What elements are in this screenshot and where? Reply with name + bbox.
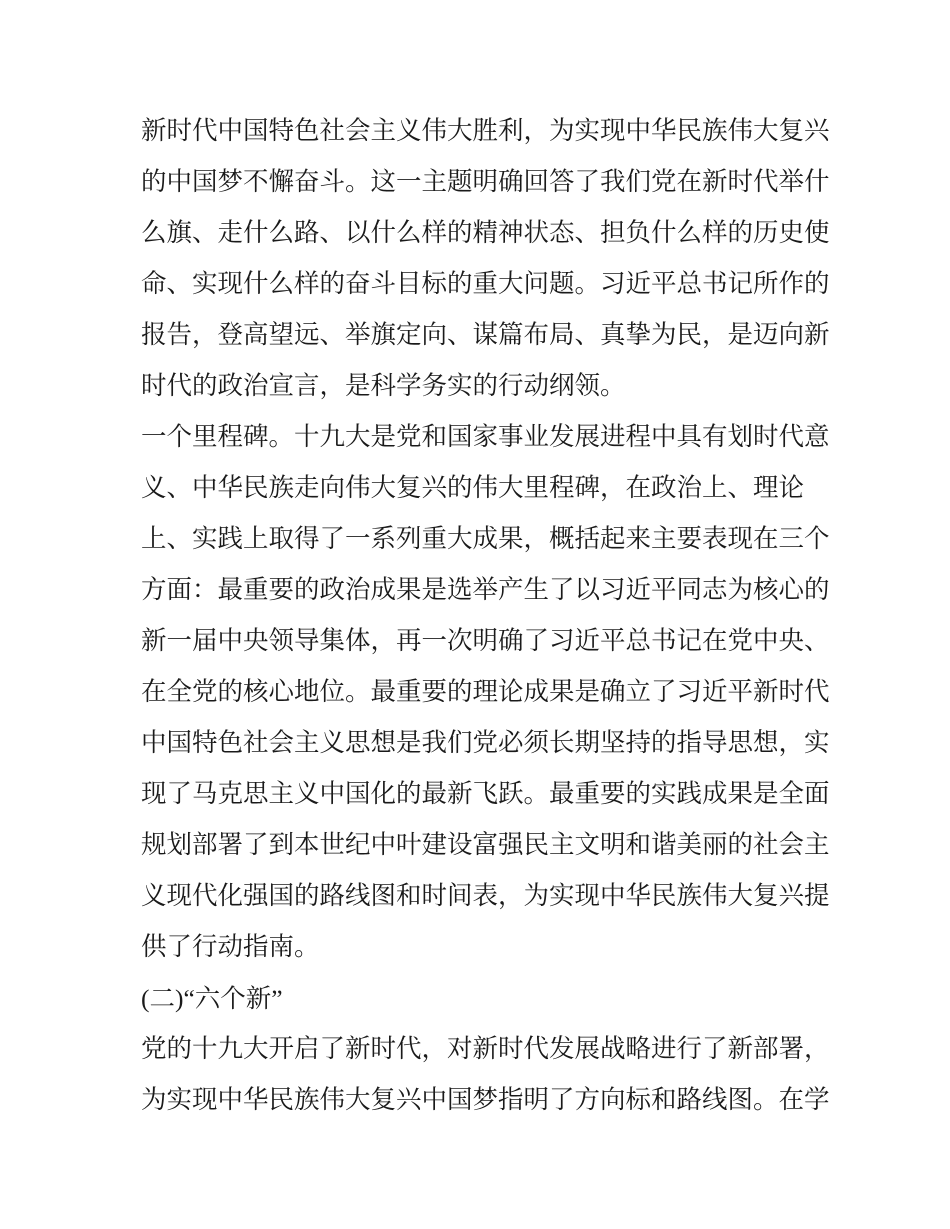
text-line: 新时代中国特色社会主义伟大胜利，为实现中华民族伟大复兴: [141, 116, 830, 146]
text-line: 的中国梦不懈奋斗。这一主题明确回答了我们党在新时代举什: [141, 167, 830, 197]
text-line: 上、实践上取得了一系列重大成果，概括起来主要表现在三个: [141, 524, 830, 554]
text-line: 新一届中央领导集体，再一次明确了习近平总书记在党中央、: [141, 626, 830, 656]
text-line: 报告，登高望远、举旗定向、谋篇布局、真挚为民，是迈向新: [141, 320, 830, 350]
text-line: 义现代化强国的路线图和时间表，为实现中华民族伟大复兴提: [141, 881, 830, 911]
text-line: 义、中华民族走向伟大复兴的伟大里程碑，在政治上、理论: [141, 473, 805, 503]
document-body: [141, 106, 830, 1126]
text-line: 一个里程碑。十九大是党和国家事业发展进程中具有划时代意: [141, 422, 830, 452]
text-line: 命、实现什么样的奋斗目标的重大问题。习近平总书记所作的: [141, 269, 830, 299]
text-line: 为实现中华民族伟大复兴中国梦指明了方向标和路线图。在学: [141, 1085, 830, 1115]
text-line: 中国特色社会主义思想是我们党必须长期坚持的指导思想，实: [141, 728, 830, 758]
text-line: 现了马克思主义中国化的最新飞跃。最重要的实践成果是全面: [141, 779, 830, 809]
text-line: 么旗、走什么路、以什么样的精神状态、担负什么样的历史使: [141, 218, 830, 248]
text-line: 时代的政治宣言，是科学务实的行动纲领。: [141, 371, 626, 401]
text-line: 党的十九大开启了新时代，对新时代发展战略进行了新部署，: [141, 1034, 830, 1064]
text-line: 规划部署了到本世纪中叶建设富强民主文明和谐美丽的社会主: [141, 830, 830, 860]
text-line: 在全党的核心地位。最重要的理论成果是确立了习近平新时代: [141, 677, 830, 707]
text-line: 供了行动指南。: [141, 932, 320, 962]
section-heading: (二)“六个新”: [141, 984, 283, 1013]
text-line: 方面：最重要的政治成果是选举产生了以习近平同志为核心的: [141, 575, 830, 605]
